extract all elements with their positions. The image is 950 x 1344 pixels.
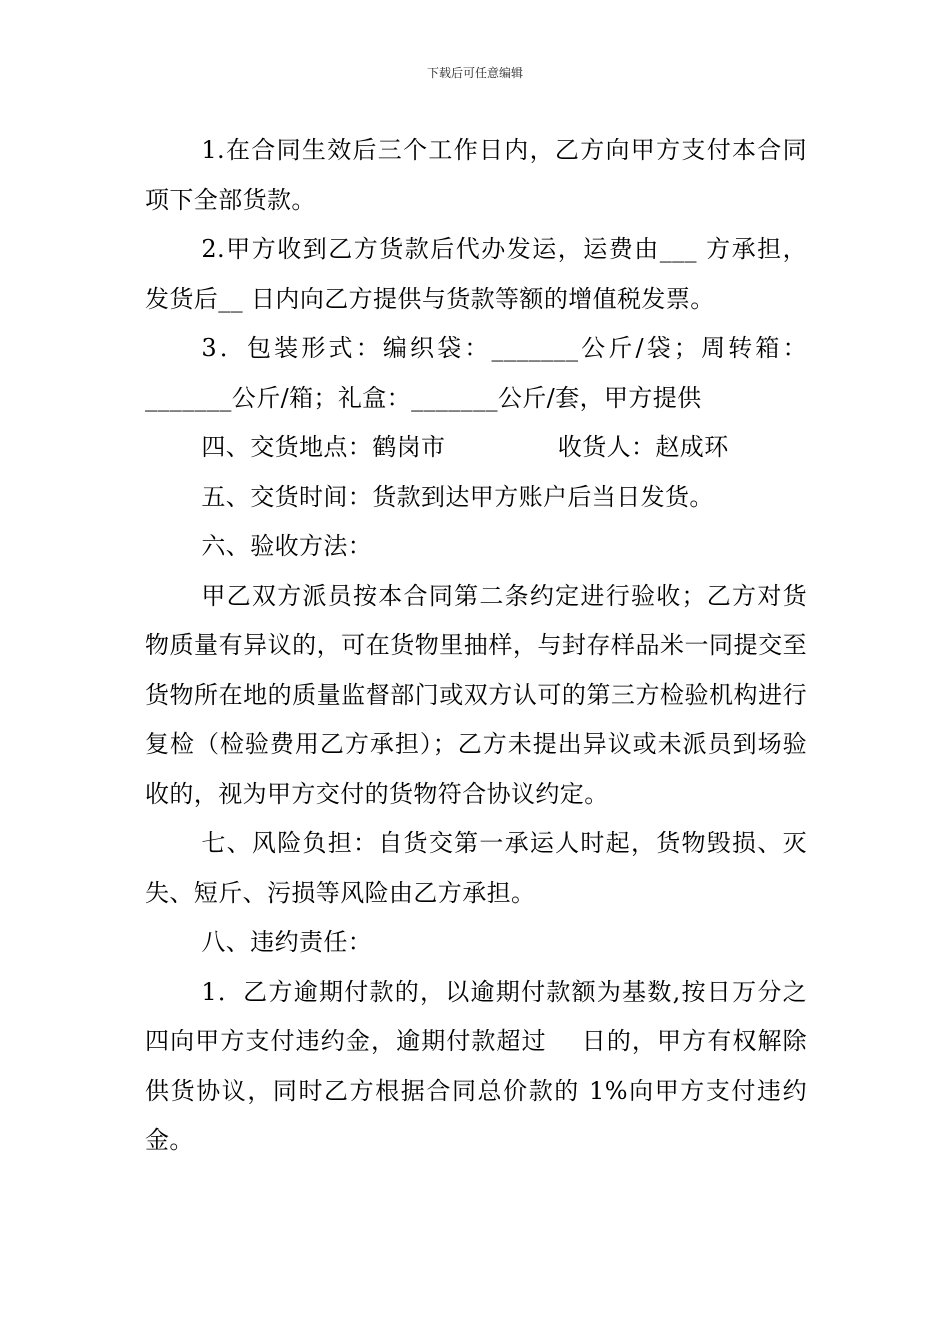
paragraph-risk: 七、风险负担：自货交第一承运人时起，货物毁损、灭失、短斤、污损等风险由乙方承担。	[145, 829, 807, 907]
paragraph-delivery-place: 四、交货地点：鹤岗市 收货人：赵成环	[201, 433, 729, 461]
paragraph-packaging: 3．包装形式：编织袋：_______公斤/袋；周转箱：_______公斤/箱；礼盒：_______公斤/套，甲方提供	[145, 334, 807, 412]
heading-liability: 八、违约责任：	[201, 928, 373, 956]
page-header-note: 下载后可任意编辑	[426, 66, 523, 80]
paragraph-payment-term: 1.在合同生效后三个工作日内，乙方向甲方支付本合同项下全部货款。	[145, 136, 807, 214]
paragraph-delivery-time: 五、交货时间：货款到达甲方账户后当日发货。	[201, 482, 714, 511]
paragraph-shipping-term: 2.甲方收到乙方货款后代办发运，运费由___ 方承担，发货后__ 日内向乙方提供与货款等额的增值税发票。	[145, 235, 807, 313]
paragraph-inspection: 甲乙双方派员按本合同第二条约定进行验收；乙方对货物质量有异议的，可在货物里抽样，与封存样品米一同提交至货物所在地的质量监督部门或双方认可的第三方检验机构进行复检（检验费用乙方承担）；乙方未提出异议或未派员到场验收的，视为甲方交付的货物符合协议约定。	[145, 581, 807, 808]
document-body	[145, 126, 807, 1166]
heading-inspection: 六、验收方法：	[201, 532, 373, 560]
paragraph-late-payment: 1．乙方逾期付款的，以逾期付款额为基数,按日万分之四向甲方支付违约金，逾期付款超过 日的，甲方有权解除供货协议，同时乙方根据合同总价款的 1%向甲方支付违约金。	[145, 977, 807, 1154]
